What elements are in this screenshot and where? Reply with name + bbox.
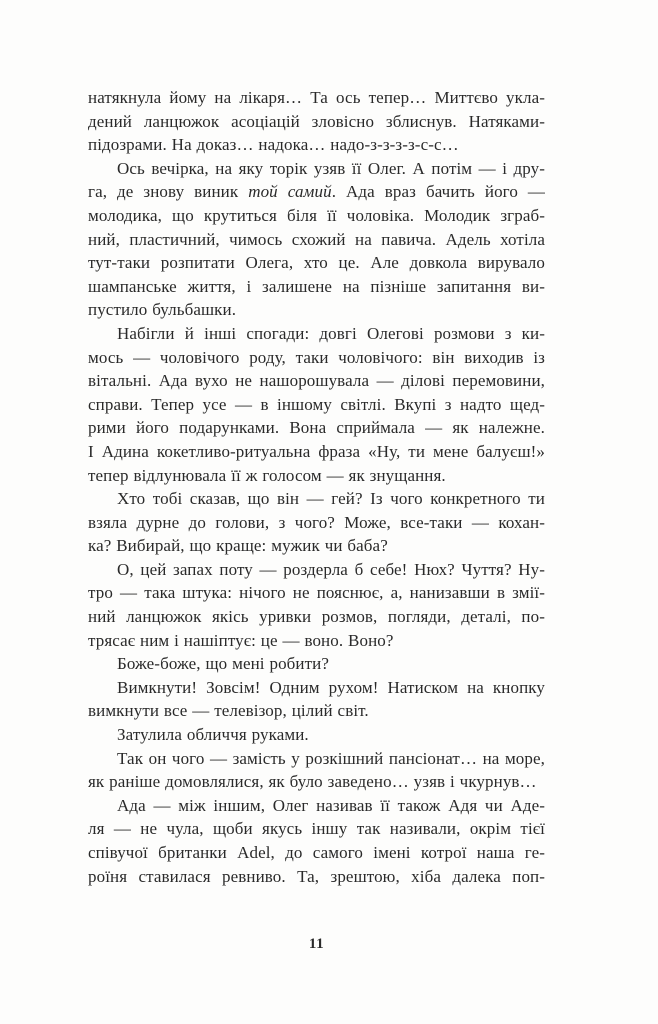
text-line: роїня ставилася ревниво. Та, зрештою, хіба далека поп- <box>88 866 545 886</box>
text-line: Ада — між іншим, Олег називав її також Адя чи Аде- <box>117 795 545 815</box>
text-line: га, де знову виник той самий. Ада враз бачить його — <box>88 182 545 202</box>
text-line: шампанське життя, і залишене на пізніше запитання ви- <box>88 276 545 296</box>
text-line: натякнула йому на лікаря… Та ось тепер… Миттєво укла- <box>88 88 545 107</box>
text-line: як раніше домовлялися, як було заведено… узяв і чкурнув… <box>88 772 537 792</box>
text-line: Так он чого — замість у розкішний пансіонат… на море, <box>117 748 545 768</box>
text-line: ка? Вибирай, що краще: мужик чи баба? <box>88 536 388 556</box>
italic-text: той самий <box>248 182 332 202</box>
text-line: Хто тобі сказав, що він — гей? Із чого конкретного ти <box>117 489 545 509</box>
text-line: дений ланцюжок асоціацій зловісно зблиснув. Натяками- <box>88 111 545 131</box>
page-number: 11 <box>308 936 325 952</box>
text-line: тро — така штука: нічого не пояснює, а, нанизавши в змії- <box>88 583 545 603</box>
text-line: Вимкнути! Зовсім! Одним рухом! Натиском на кнопку <box>117 677 545 697</box>
text-line: справи. Тепер усе — в іншому світлі. Вкупі з надто щед- <box>88 394 545 414</box>
text-line: молодика, що крутиться біля її чоловіка. Молодик зграб- <box>88 205 545 225</box>
text-line: вітальні. Ада вухо не нашорошувала — ділові перемовини, <box>88 371 545 391</box>
text-line: ний ланцюжок якісь уривки розмов, погляди, деталі, по- <box>88 607 545 627</box>
text-line: Набігли й інші спогади: довгі Олегові розмови з ки- <box>117 323 545 343</box>
text-block <box>88 86 545 888</box>
text-line: співучої британки Adel, до самого імені котрої наша ге- <box>88 843 545 862</box>
text-line: взяла дурне до голови, з чого? Може, все-таки — кохан- <box>88 512 545 532</box>
text-line: вимкнути все — телевізор, цілий світ. <box>88 701 369 721</box>
text-line: пустило бульбашки. <box>88 300 237 320</box>
text-line: мось — чоловічого роду, таки чоловічого: він виходив із <box>88 347 545 367</box>
text-line: Затулила обличчя руками. <box>117 725 309 745</box>
text-line: трясає ним і нашіптує: це — воно. Воно? <box>88 630 394 650</box>
text-line: І Адина кокетливо-ритуальна фраза «Ну, ти мене балуєш!» <box>88 441 545 461</box>
text-line: Ось вечірка, на яку торік узяв її Олег. А потім — і дру- <box>117 158 545 178</box>
text-line: ля — не чула, щоби якусь іншу так називали, окрім тієї <box>88 819 545 839</box>
text-line: рими його подарунками. Вона сприймала — як належне. <box>88 418 545 438</box>
text-line: ний, пластичний, чимось схожий на павича. Адель хотіла <box>88 229 545 249</box>
text-line: тепер відлунювала її ж голосом — як знущання. <box>88 465 446 485</box>
text-line: О, цей запах поту — роздерла б себе! Нюх? Чуття? Ну- <box>117 559 545 579</box>
text-line: Боже-боже, що мені робити? <box>117 654 329 674</box>
text-line: підозрами. На доказ… надока… надо-з-з-з-з-с-с… <box>88 135 459 155</box>
text-line: тут-таки розпитати Олега, хто це. Але довкола вирувало <box>88 253 545 273</box>
